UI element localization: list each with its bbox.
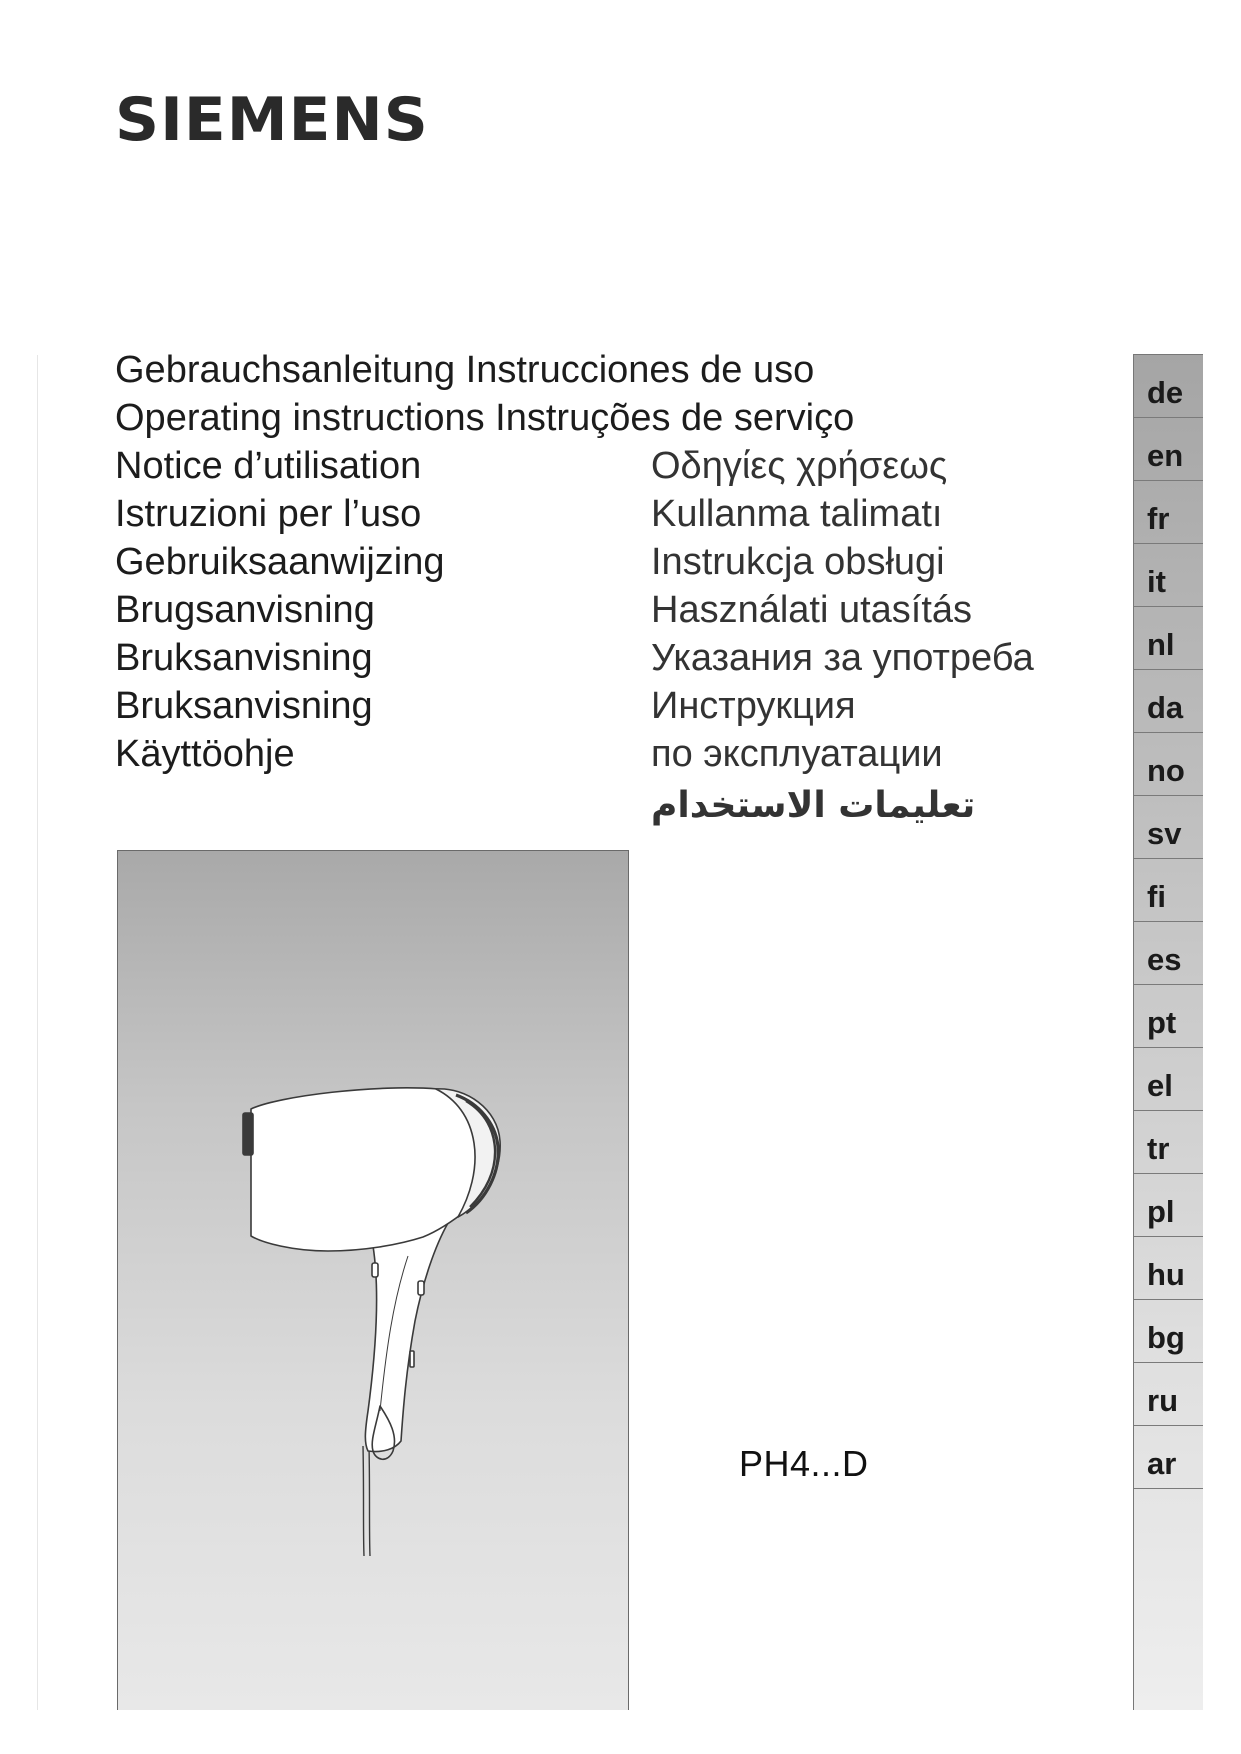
left-margin-rule <box>37 355 38 1710</box>
title-fi: Käyttöohje <box>115 733 295 775</box>
lang-tab-it[interactable]: it <box>1134 544 1203 607</box>
title-fr: Notice d’utilisation <box>115 445 422 487</box>
title-ru-line1: Инструкция <box>651 685 856 727</box>
lang-tab-fi[interactable]: fi <box>1134 859 1203 922</box>
lang-tab-de[interactable]: de <box>1134 355 1203 418</box>
title-bg: Указания за употреба <box>651 637 1034 679</box>
product-image-panel <box>117 850 629 1710</box>
title-pl: Instrukcja obsługi <box>651 541 945 583</box>
lang-tab-pt[interactable]: pt <box>1134 985 1203 1048</box>
lang-tab-hu[interactable]: hu <box>1134 1237 1203 1300</box>
lang-tab-es[interactable]: es <box>1134 922 1203 985</box>
lang-tab-sv[interactable]: sv <box>1134 796 1203 859</box>
title-sv: Bruksanvisning <box>115 685 373 727</box>
title-en-pt: Operating instructions Instruções de serviço <box>115 397 855 439</box>
lang-tab-pl[interactable]: pl <box>1134 1174 1203 1237</box>
siemens-logo: SIEMENS <box>115 85 429 155</box>
hair-dryer-illustration <box>118 851 630 1711</box>
title-it: Istruzioni per l’uso <box>115 493 422 535</box>
title-de-es: Gebrauchsanleitung Instrucciones de uso <box>115 349 815 391</box>
lang-tab-nl[interactable]: nl <box>1134 607 1203 670</box>
lang-tab-en[interactable]: en <box>1134 418 1203 481</box>
lang-tab-da[interactable]: da <box>1134 670 1203 733</box>
title-da: Brugsanvisning <box>115 589 375 631</box>
title-tr: Kullanma talimatı <box>651 493 943 535</box>
lang-tab-ar[interactable]: ar <box>1134 1426 1203 1489</box>
lang-tab-tr[interactable]: tr <box>1134 1111 1203 1174</box>
title-hu: Használati utasítás <box>651 589 973 631</box>
lang-tab-fr[interactable]: fr <box>1134 481 1203 544</box>
title-el: Οδηγίες χρήσεως <box>651 445 948 487</box>
title-ru-line2: по эксплуатации <box>651 733 943 775</box>
model-number: PH4...D <box>739 1443 869 1484</box>
title-nl: Gebruiksaanwijzing <box>115 541 445 583</box>
lang-tab-bg[interactable]: bg <box>1134 1300 1203 1363</box>
title-no: Bruksanvisning <box>115 637 373 679</box>
lang-tab-el[interactable]: el <box>1134 1048 1203 1111</box>
title-ar: تعليمات الاستخدام <box>651 785 976 826</box>
language-tab-strip <box>1133 354 1203 1710</box>
instruction-titles-right <box>651 442 1034 830</box>
lang-tab-ru[interactable]: ru <box>1134 1363 1203 1426</box>
lang-tab-no[interactable]: no <box>1134 733 1203 796</box>
